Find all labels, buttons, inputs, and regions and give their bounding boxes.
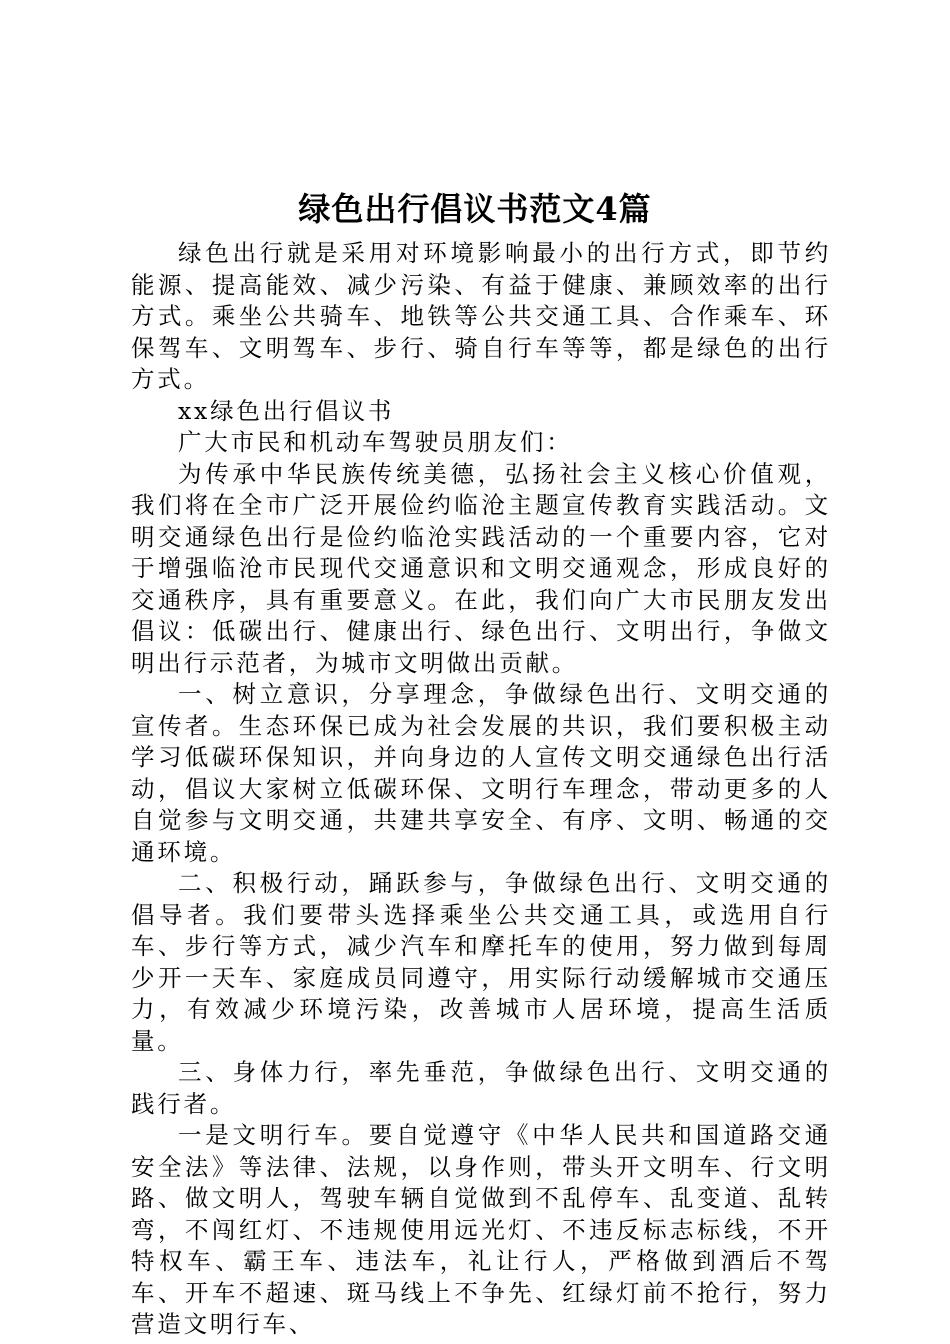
body-paragraph: 三、身体力行，率先垂范，争做绿色出行、文明交通的践行者。 [131,1058,831,1118]
subtitle-line: xx绿色出行倡议书 [178,396,395,425]
body-paragraph: 一、树立意识，分享理念，争做绿色出行、文明交通的宣传者。生态环保已成为社会发展的共识，我们要积极主动学习低碳环保知识，并向身边的人宣传文明交通绿色出行活动，倡议大家树立低碳环保、文明行车理念，带动更多的人自觉参与文明交通，共建共享安全、有序、文明、畅通的交通环境。 [131,680,831,866]
body-paragraph: 二、积极行动，踊跃参与，争做绿色出行、文明交通的倡导者。我们要带头选择乘坐公共交通工具，或选用自行车、步行等方式，减少汽车和摩托车的使用，努力做到每周少开一天车、家庭成员同遵守，用实际行动缓解城市交通压力，有效减少环境污染，改善城市人居环境，提高生活质量。 [131,869,831,1055]
body-paragraph: 为传承中华民族传统美德，弘扬社会主义核心价值观，我们将在全市广泛开展俭约临沧主题宣传教育实践活动。文明交通绿色出行是俭约临沧实践活动的一个重要内容，它对于增强临沧市民现代交通意识和文明交通观念，形成良好的交通秩序，具有重要意义。在此，我们向广大市民朋友发出倡议：低碳出行、健康出行、绿色出行、文明出行，争做文明出行示范者，为城市文明做出贡献。 [131,459,831,677]
intro-paragraph: 绿色出行就是采用对环境影响最小的出行方式，即节约能源、提高能效、减少污染、有益于健康、兼顾效率的出行方式。乘坐公共骑车、地铁等公共交通工具、合作乘车、环保驾车、文明驾车、步行、骑自行车等等，都是绿色的出行方式。 [131,239,831,393]
body-paragraph: 一是文明行车。要自觉遵守《中华人民共和国道路交通安全法》等法律、法规，以身作则，带头开文明车、行文明路、做文明人，驾驶车辆自觉做到不乱停车、乱变道、乱转弯，不闯红灯、不违规使用远光灯、不违反标志标线，不开特权车、霸王车、违法车，礼让行人，严格做到酒后不驾车、开车不超速、斑马线上不争先、红绿灯前不抢行，努力营造文明行车、 [131,1121,831,1338]
salutation-line: 广大市民和机动车驾驶员朋友们： [178,428,573,456]
document-body [131,238,831,1341]
document-title: 绿色出行倡议书范文4篇 [298,190,652,228]
